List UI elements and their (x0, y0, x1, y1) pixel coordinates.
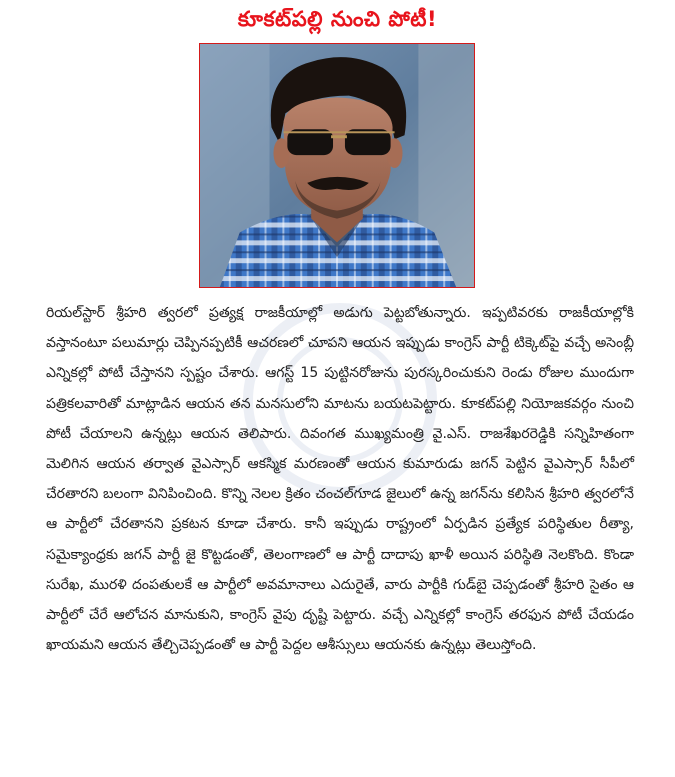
article-body (46, 298, 634, 660)
article-paragraph: రియల్‌స్టార్ శ్రీహరి త్వరలో ప్రత్యక్ష రాజకీయాల్లో అడుగు పెట్టబోతున్నారు. ఇప్పటివరకు రాజకీయాల్లోకి వస్తానంటూ పలుమార్లు చెప్పినప్పటికీ ఆచరణలో చూపని ఆయన ఇప్పుడు కాంగ్రెస్ పార్టీ టిక్కెట్‌పై వచ్చే అసెంబ్లీ ఎన్నికల్లో పోటీ చేస్తానని స్పష్టం చేశారు. ఆగస్ట్ 15 పుట్టినరోజును పురస్కరించుకుని రెండు రోజుల ముందుగా పత్రికలవారితో మాట్లాడిన ఆయన తన మనసులోని మాటను బయటపెట్టారు. కూకట్‌పల్లి నియోజకవర్గం నుంచి పోటీ చేయాలని ఉన్నట్లు ఆయన తెలిపారు. దివంగత ముఖ్యమంత్రి వై.ఎస్. రాజశేఖరరెడ్డికి సన్నిహితంగా మెలిగిన ఆయన తర్వాత వైఎస్సార్ ఆకస్మిక మరణంతో ఆయన కుమారుడు జగన్ పెట్టిన వైఎస్సార్ సీపీలో చేరతారని బలంగా వినిపించింది. కొన్ని నెలల క్రితం చంచల్‌గూడ జైలులో ఉన్న జగన్‌ను కలిసిన శ్రీహరి త్వరలోనే ఆ పార్టీలో చేరతానని ప్రకటన కూడా చేశారు. కానీ ఇప్పుడు రాష్ట్రంలో ఏర్పడిన ప్రత్యేక పరిస్థితుల రీత్యా, సమైక్యాంధ్రకు జగన్ పార్టీ జై కొట్టడంతో, తెలంగాణలో ఆ పార్టీ దాదాపు ఖాళీ అయిన పరిస్థితి నెలకొంది. కొండా సురేఖ, మురళి దంపతులకే ఆ పార్టీలో అవమానాలు ఎదురైతే, వారు పార్టీకి గుడ్‌బై చెప్పడంతో శ్రీహరి సైతం ఆ పార్టీలో చేరే ఆలోచన మానుకుని, కాంగ్రెస్ వైపు దృష్టి పెట్టారు. వచ్చే ఎన్నికల్లో కాంగ్రెస్ తరఫున పోటీ చేయడం ఖాయమని ఆయన తేల్చిచెప్పడంతో ఆ పార్టీ పెద్దల ఆశీస్సులు ఆయనకు ఉన్నట్లు తెలుస్తోంది. (46, 305, 634, 654)
portrait-image (200, 44, 474, 287)
article-photo (199, 43, 475, 288)
article-headline: కూకట్‌పల్లి నుంచి పోటీ! (237, 7, 438, 31)
